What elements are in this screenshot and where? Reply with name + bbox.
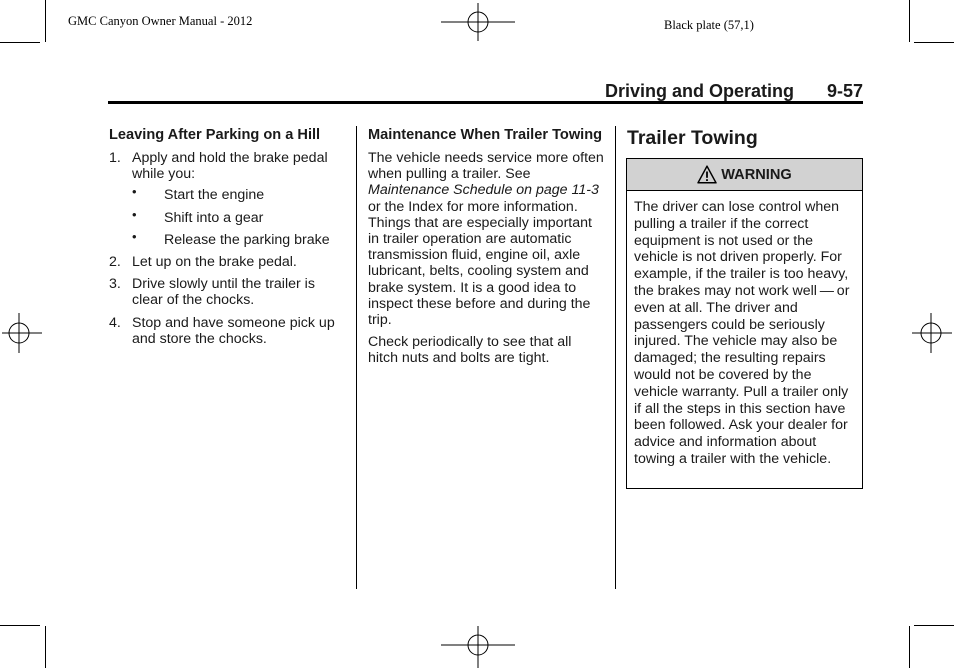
paragraph-text: or the Index for more information. Things that are especially important in trailer operation are automatic transmission fluid, engine oil, axle lubricant, belts, cooling system and brake system. It is a good idea to inspect these before and during the trip. [368, 198, 592, 329]
step-list [109, 150, 345, 347]
section-heading: Leaving After Parking on a Hill [109, 127, 321, 143]
list-item [132, 184, 345, 204]
list-item [132, 206, 345, 226]
crop-mark [0, 42, 40, 43]
step-number: 2. [109, 254, 121, 271]
step-number: 1. [109, 150, 121, 166]
warning-header [627, 159, 862, 191]
paragraph: Check periodically to see that all hitch nuts and bolts are tight. [368, 334, 572, 367]
paragraph [368, 150, 604, 328]
bullet-list [132, 184, 345, 248]
registration-mark-icon [2, 313, 42, 353]
bullet-icon: • [132, 228, 137, 244]
warning-triangle-icon [697, 165, 717, 184]
bullet-icon: • [132, 184, 137, 200]
warning-label: WARNING [721, 166, 792, 183]
section-title: Driving and Operating [604, 81, 794, 101]
step-number: 3. [109, 276, 121, 293]
bullet-text: Release the parking brake [164, 231, 330, 248]
step-text: Apply and hold the brake pedal while you: [132, 150, 328, 183]
registration-mark-icon [912, 313, 952, 353]
warning-text: The driver can lose control when pulling a trailer if the correct equipment is not used or the vehicle is not driven properly. For example, if the trailer is too heavy, the brakes may not work well — or even at all. The driver and passengers could be seriously injured. The vehicle may also be damaged; the resulting repairs would not be covered by the vehicle warranty. Pull a trailer only if all the steps in this section have been followed. Ask your dealer for advice and information about towing a trailer with the vehicle. [634, 199, 850, 467]
step-number: 4. [109, 314, 121, 331]
crop-mark [909, 626, 910, 668]
list-item [109, 315, 345, 347]
page-number: 9-57 [826, 81, 863, 101]
column-divider [356, 126, 357, 589]
list-item [109, 254, 345, 270]
crop-mark [909, 0, 910, 42]
step-text: Let up on the brake pedal. [132, 254, 297, 271]
list-item [109, 150, 345, 248]
registration-mark-icon [441, 3, 515, 43]
section-heading: Maintenance When Trailer Towing [368, 127, 603, 143]
manual-title: GMC Canyon Owner Manual - 2012 [68, 14, 253, 28]
cross-reference-link[interactable]: Maintenance Schedule on page 11-3 [368, 182, 599, 199]
crop-mark [0, 625, 40, 626]
crop-mark [914, 625, 954, 626]
page-heading: Trailer Towing [627, 127, 758, 149]
registration-mark-icon [441, 626, 515, 668]
step-text: Stop and have someone pick up and store the chocks. [132, 314, 335, 347]
paragraph-text: The vehicle needs service more often when pulling a trailer. See [368, 150, 604, 183]
crop-mark [45, 0, 46, 42]
list-item [109, 276, 345, 308]
bullet-icon: • [132, 206, 137, 222]
column-divider [615, 126, 616, 589]
crop-mark [45, 626, 46, 668]
bullet-text: Start the engine [164, 187, 265, 204]
header-rule [108, 101, 863, 104]
step-text: Drive slowly until the trailer is clear of the chocks. [132, 276, 315, 309]
list-item [132, 228, 345, 248]
bullet-text: Shift into a gear [164, 209, 264, 226]
column-left [109, 127, 345, 353]
plate-label: Black plate (57,1) [664, 18, 754, 32]
crop-mark [914, 42, 954, 43]
column-middle [368, 127, 604, 367]
warning-box [626, 158, 863, 489]
